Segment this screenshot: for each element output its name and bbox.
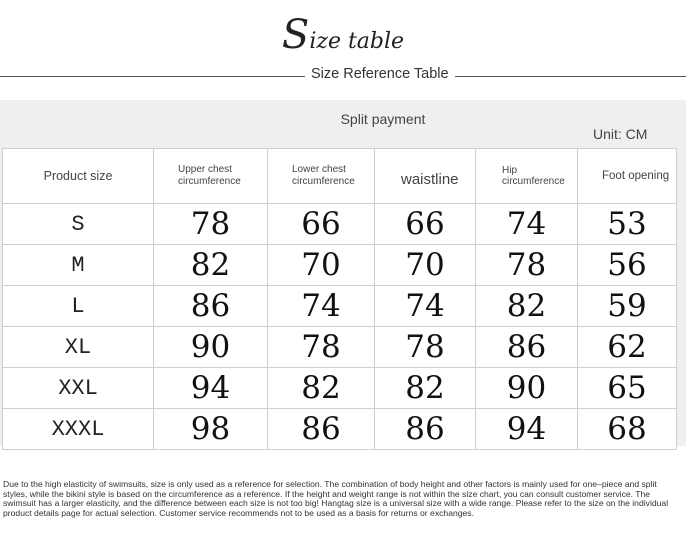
- foot-opening-cell: 65: [578, 368, 677, 409]
- hip-cell: 90: [476, 368, 578, 409]
- size-cell: S: [3, 204, 154, 245]
- size-cell: M: [3, 245, 154, 286]
- header-hip: Hip circumference: [476, 149, 578, 204]
- hip-cell: 94: [476, 409, 578, 450]
- script-title-rest: ize table: [309, 29, 405, 54]
- header-upper-chest: Upper chest circumference: [154, 149, 268, 204]
- waistline-cell: 78: [375, 327, 476, 368]
- foot-opening-cell: 53: [578, 204, 677, 245]
- foot-opening-cell: 56: [578, 245, 677, 286]
- table-row: [3, 245, 677, 286]
- table-row: [3, 286, 677, 327]
- lower-chest-cell: 66: [268, 204, 375, 245]
- table-row: [3, 204, 677, 245]
- hip-cell: 78: [476, 245, 578, 286]
- reference-table-title: Size Reference Table: [305, 66, 455, 82]
- hip-cell: 74: [476, 204, 578, 245]
- size-cell: XXL: [3, 368, 154, 409]
- header-product-size: Product size: [3, 149, 154, 204]
- unit-label: Unit: CM: [593, 126, 648, 142]
- lower-chest-cell: 70: [268, 245, 375, 286]
- size-table: [2, 148, 677, 450]
- lower-chest-cell: 78: [268, 327, 375, 368]
- upper-chest-cell: 90: [154, 327, 268, 368]
- foot-opening-cell: 59: [578, 286, 677, 327]
- size-table-script-title: [0, 12, 686, 58]
- foot-opening-cell: 62: [578, 327, 677, 368]
- waistline-cell: 70: [375, 245, 476, 286]
- upper-chest-cell: 86: [154, 286, 268, 327]
- hip-cell: 82: [476, 286, 578, 327]
- size-cell: L: [3, 286, 154, 327]
- disclaimer-footnote: Due to the high elasticity of swimsuits, size is only used as a reference for selection. The combination of body height and other factors is mainly used for one–piece and split styles, while the bikini style is based on the circumference as a reference. If the height and weight range is not within the size chart, you can consult customer service. The swimsuit has a larger elasticity, and the difference between each size is not too big! Hangtag size is a universal size with a wide range. Please refer to the size on the individual product details page for actual selection. Customer service recommends not to be used as a basis for returns or exchanges.: [3, 479, 669, 518]
- waistline-cell: 86: [375, 409, 476, 450]
- upper-chest-cell: 82: [154, 245, 268, 286]
- waistline-cell: 82: [375, 368, 476, 409]
- size-cell: XL: [3, 327, 154, 368]
- lower-chest-cell: 74: [268, 286, 375, 327]
- foot-opening-cell: 68: [578, 409, 677, 450]
- header-waistline: waistline: [375, 149, 476, 204]
- table-header-row: [3, 149, 677, 204]
- upper-chest-cell: 78: [154, 204, 268, 245]
- waistline-cell: 74: [375, 286, 476, 327]
- table-row: [3, 327, 677, 368]
- table-row: [3, 409, 677, 450]
- upper-chest-cell: 98: [154, 409, 268, 450]
- script-title-initial: S: [281, 12, 310, 58]
- header-foot-opening: Foot opening: [578, 149, 677, 204]
- hip-cell: 86: [476, 327, 578, 368]
- header-lower-chest: Lower chest circumference: [268, 149, 375, 204]
- upper-chest-cell: 94: [154, 368, 268, 409]
- split-payment-label: Split payment: [340, 111, 426, 127]
- size-cell: XXXL: [3, 409, 154, 450]
- table-row: [3, 368, 677, 409]
- waistline-cell: 66: [375, 204, 476, 245]
- lower-chest-cell: 86: [268, 409, 375, 450]
- lower-chest-cell: 82: [268, 368, 375, 409]
